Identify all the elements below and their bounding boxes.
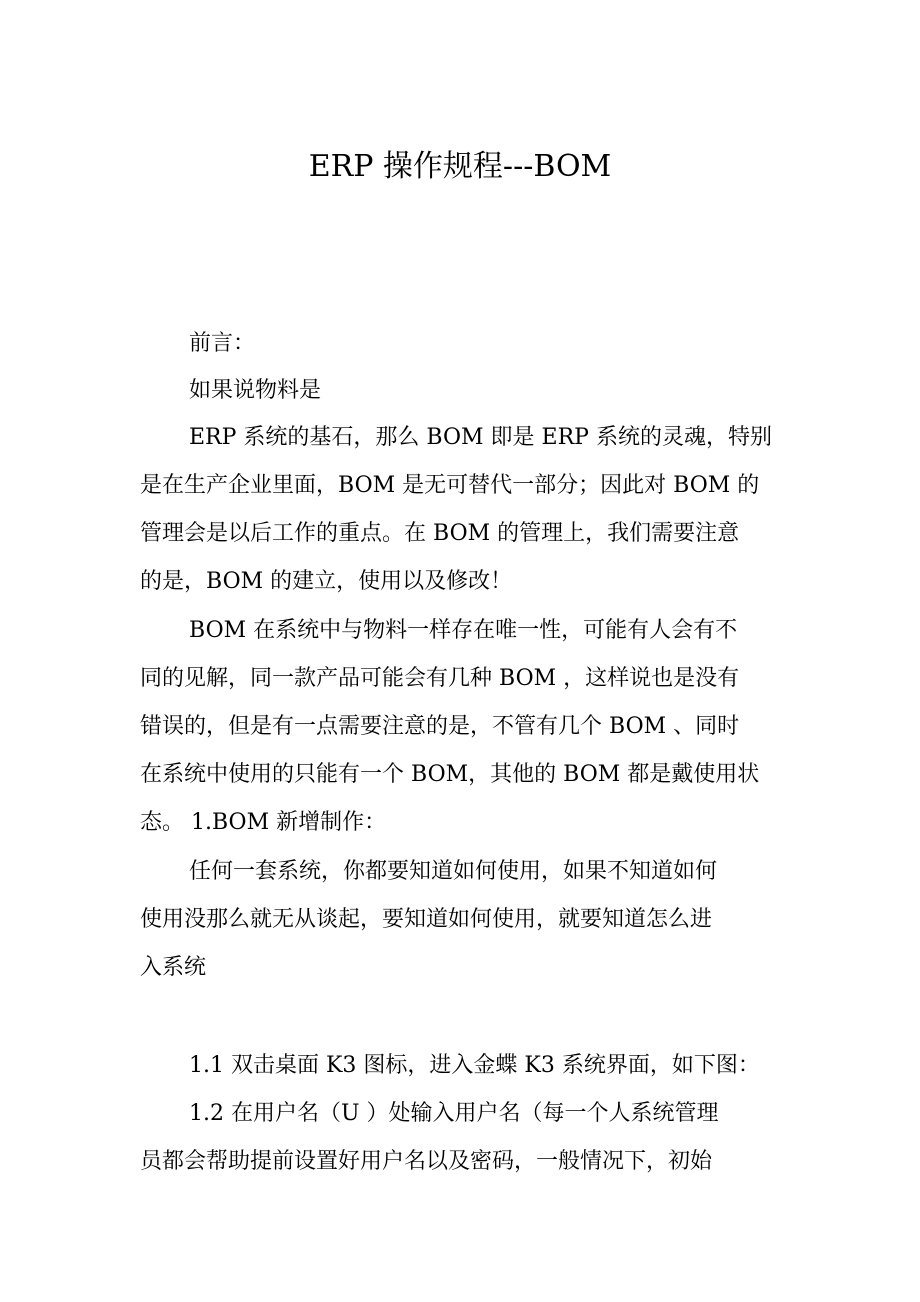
paragraph-line: 使用没那么就无从谈起，要知道如何使用，就要知道怎么进	[140, 907, 713, 932]
paragraph-line: 管理会是以后工作的重点。在 BOM 的管理上，我们需要注意	[140, 521, 740, 546]
paragraph-line: 同的见解，同一款产品可能会有几种 BOM ，这样说也是没有	[140, 666, 740, 691]
paragraph-line: 错误的，但是有一点需要注意的是，不管有几个 BOM 、同时	[140, 714, 740, 739]
paragraph-line: 1.1 双击桌面 K3 图标，进入金蝶 K3 系统界面，如下图：	[189, 1053, 760, 1078]
paragraph-line: 1.2 在用户名（U ）处输入用户名（每一个人系统管理	[189, 1101, 719, 1126]
paragraph-line: BOM 在系统中与物料一样存在唯一性，可能有人会有不	[189, 618, 738, 643]
paragraph-line: 态。 1.BOM 新增制作：	[140, 810, 387, 835]
paragraph-line: 前言：	[189, 331, 256, 356]
paragraph-line: ERP 系统的基石，那么 BOM 即是 ERP 系统的灵魂，特别	[189, 425, 772, 450]
paragraph-line: 在系统中使用的只能有一个 BOM，其他的 BOM 都是戴使用状	[140, 762, 760, 787]
paragraph-line: 如果说物料是	[189, 378, 322, 403]
paragraph-line: 员都会帮助提前设置好用户名以及密码，一般情况下，初始	[140, 1149, 713, 1174]
paragraph-line: 的是，BOM 的建立，使用以及修改！	[140, 569, 513, 594]
document-title: ERP 操作规程---BOM	[308, 149, 612, 184]
paragraph-line: 任何一套系统，你都要知道如何使用，如果不知道如何	[189, 859, 718, 884]
paragraph-line: 入系统	[140, 955, 207, 980]
paragraph-line: 是在生产企业里面，BOM 是无可替代一部分；因此对 BOM 的	[140, 473, 760, 498]
